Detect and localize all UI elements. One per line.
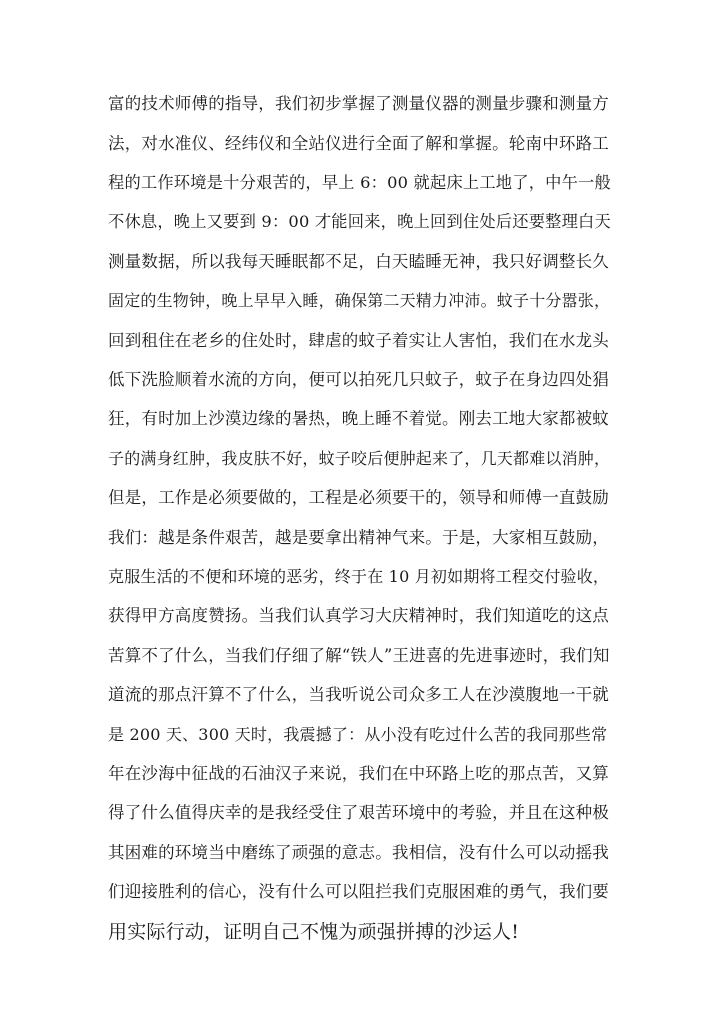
paragraph-line: 是 200 天、300 天时，我震撼了：从小没有吃过什么苦的我同那些常 — [108, 725, 608, 744]
paragraph-line: 道流的那点汗算不了什么，当我听说公司众多工人在沙漠腹地一干就 — [108, 685, 609, 704]
paragraph-line: 测量数据，所以我每天睡眠都不足，白天瞌睡无神，我只好调整长久 — [108, 252, 609, 271]
paragraph-line: 苦算不了什么，当我们仔细了解“铁人”王进喜的先进事迹时，我们知 — [108, 646, 610, 665]
paragraph-line: 年在沙海中征战的石油汉子来说，我们在中环路上吃的那点苦，又算 — [108, 764, 609, 783]
paragraph-line: 获得甲方高度赞扬。当我们认真学习大庆精神时，我们知道吃的这点 — [108, 606, 609, 625]
paragraph-line: 狂，有时加上沙漠边缘的暑热，晚上睡不着觉。刚去工地大家都被蚊 — [108, 409, 609, 428]
paragraph-line: 但是，工作是必须要做的，工程是必须要干的，领导和师傅一直鼓励 — [108, 488, 609, 507]
paragraph-line: 用实际行动，证明自己不愧为顽强拼搏的沙运人! — [108, 921, 520, 943]
paragraph-line: 子的满身红肿，我皮肤不好，蚊子咬后便肿起来了，几天都难以消肿， — [108, 449, 611, 468]
paragraph-line: 们迎接胜利的信心，没有什么可以阻拦我们克服困难的勇气，我们要 — [108, 882, 609, 901]
paragraph-line: 我们：越是条件艰苦，越是要拿出精神气来。于是，大家相互鼓励， — [108, 528, 609, 547]
paragraph-line: 克服生活的不便和环境的恶劣，终于在 10 月初如期将工程交付验收， — [108, 567, 610, 586]
paragraph-line: 固定的生物钟，晚上早早入睡，确保第二天精力冲沛。蚊子十分嚣张， — [108, 291, 611, 310]
paragraph-line: 法，对水准仪、经纬仪和全站仪进行全面了解和掌握。轮南中环路工 — [108, 134, 609, 153]
paragraph-line: 低下洗脸顺着水流的方向，便可以拍死几只蚊子，蚊子在身边四处猖 — [108, 370, 609, 389]
paragraph-line: 得了什么值得庆幸的是我经受住了艰苦环境中的考验，并且在这种极 — [108, 803, 609, 822]
paragraph-line: 不休息，晚上又要到 9：00 才能回来，晚上回到住处后还要整理白天 — [108, 212, 611, 231]
paragraph-line: 程的工作环境是十分艰苦的，早上 6：00 就起床上工地了，中午一般 — [108, 173, 611, 192]
paragraph-line: 其困难的环境当中磨练了顽强的意志。我相信，没有什么可以动摇我 — [108, 843, 609, 862]
paragraph-line: 富的技术师傅的指导，我们初步掌握了测量仪器的测量步骤和测量方 — [108, 94, 609, 113]
paragraph-line: 回到租住在老乡的住处时，肆虐的蚊子着实让人害怕，我们在水龙头 — [108, 331, 609, 350]
